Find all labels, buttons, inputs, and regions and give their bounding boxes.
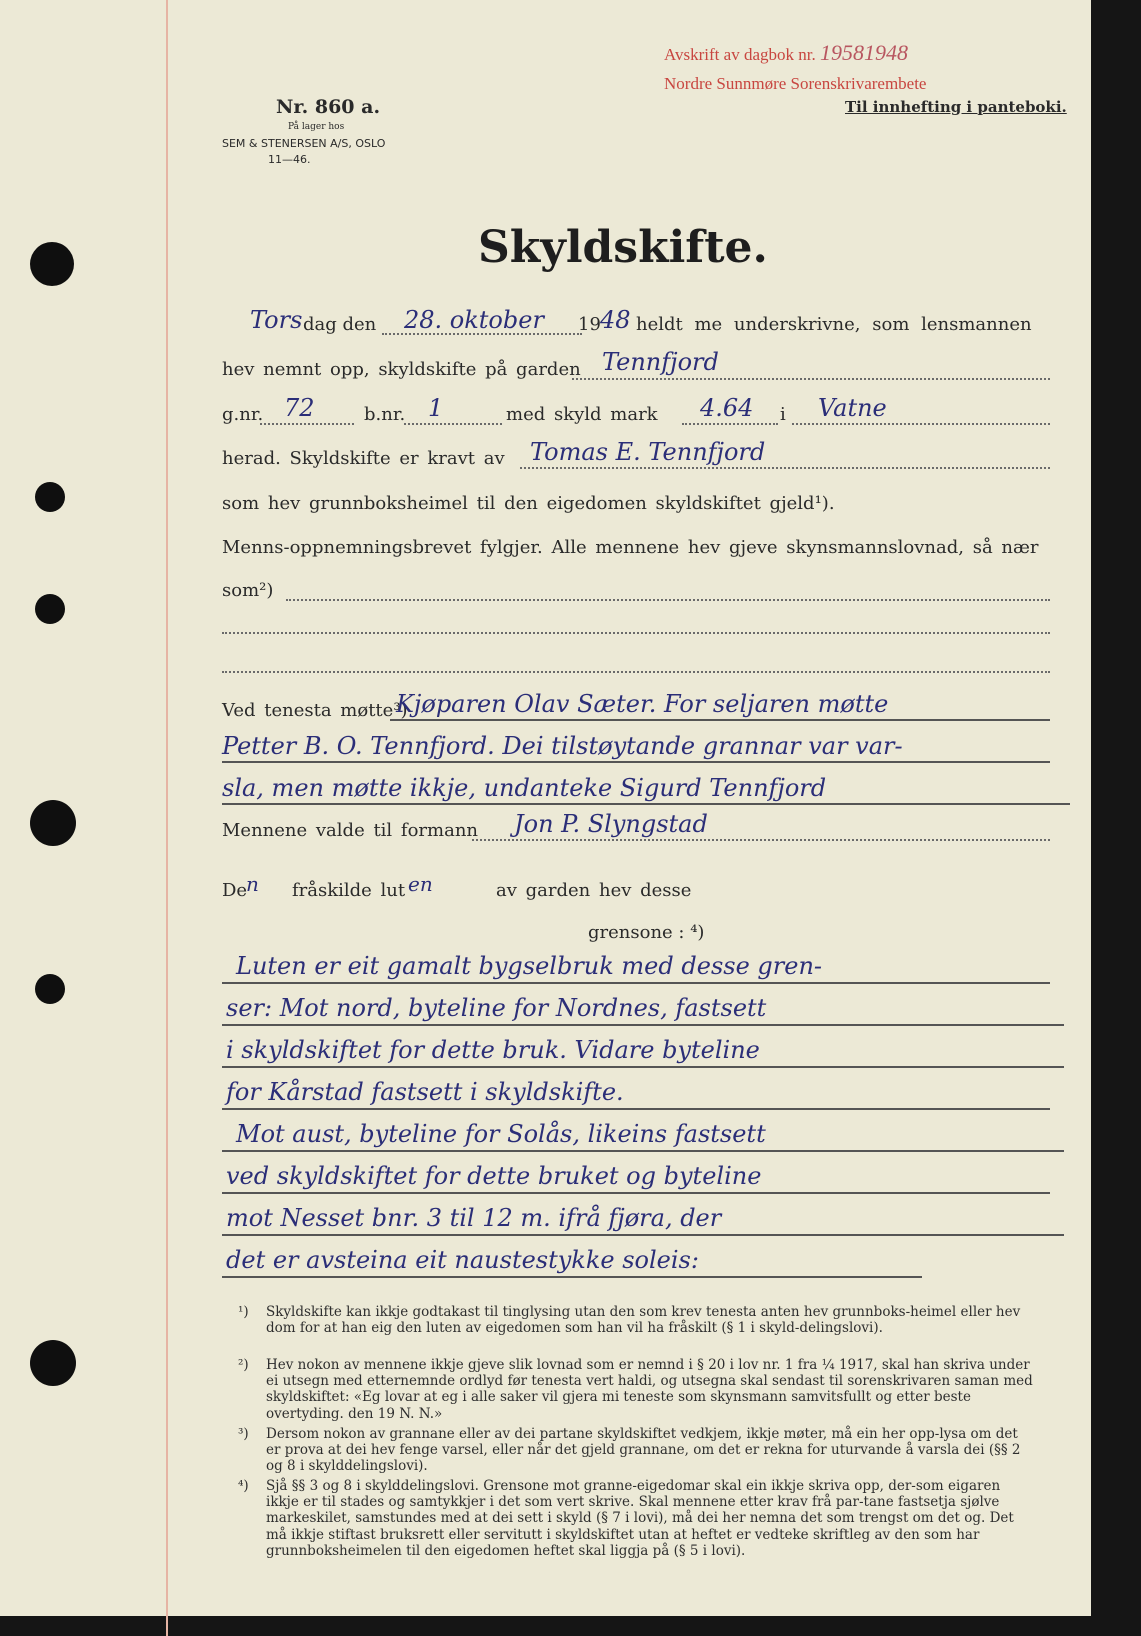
attended-line-1 [390,719,1050,721]
chairman-label: Mennene valde til formann [222,820,478,841]
lot-hand-a: n [246,872,259,896]
boundary-text-line: for Kårstad fastsett i skyldskifte. [226,1078,624,1106]
year-handwritten: 48 [600,306,631,334]
publisher-line-1: På lager hos [288,122,345,132]
footnote-text: Skyldskifte kan ikkje godtakast til tinglysing utan den som krev tenesta anten hev grunnboks-heimel eller hev dom for at han eig den luten av eigedomen som han vil ha fråskilt (§ 1 i skyld-delingslovi). [266,1304,1021,1337]
exceptions-line-3 [222,671,1050,673]
punch-hole [35,594,65,624]
stamp-printed: Avskrift av dagbok nr. [664,45,816,64]
exceptions-line-2 [222,632,1050,634]
farm-label: hev nemnt opp, skyldskifte på garden [222,359,581,380]
chairman-handwritten: Jon P. Slyngstad [514,810,708,838]
gnr-handwritten: 72 [284,394,315,422]
farm-line [572,378,1050,380]
footnote-number: ³) [238,1426,249,1442]
scan-border-bottom [0,1616,1141,1636]
oppnemning-text: Menns-oppnemningsbrevet fylgjer. Alle mennene hev gjeve skynsmannslovnad, så nær [222,537,1039,558]
punch-hole [35,482,65,512]
page-title: Skyldskifte. [478,222,768,273]
footnote-number: ⁴) [238,1478,249,1494]
attended-label: Ved tenesta møtte³) [222,700,408,721]
date-handwritten: 28. oktober [404,306,544,334]
attended-line-3 [222,803,1070,805]
farm-handwritten: Tennfjord [602,348,719,376]
lot-print-c: av garden hev desse [496,880,692,901]
punch-hole [30,800,76,846]
publisher-line-3: 11—46. [268,153,311,166]
gnr-line [260,423,354,425]
weekday-handwritten: Tors [250,306,303,334]
attended-handwritten-2: Petter B. O. Tennfjord. Dei tilstøytande grannar var var- [222,732,903,760]
bnr-label: b.nr. [364,404,406,425]
boundary-line [222,1276,922,1278]
footnote-number: ²) [238,1357,249,1373]
footnote-text: Dersom nokon av grannane eller av dei partane skyldskiftet vedkjem, ikkje møter, må ein her opp-lysa om det er prova at dei hev fenge varsel, eller når det gjeld grannane, om det er rekna for uturvande å varsla dei (§§ 2 og 8 i skylddelingslovi). [266,1426,1021,1475]
exceptions-line-1 [286,599,1050,601]
attended-handwritten-1: Kjøparen Olav Sæter. For seljaren møtte [396,690,889,718]
lot-print-a: De [222,880,248,901]
punch-hole [35,974,65,1004]
lot-print-b: fråskilde lut [292,880,406,901]
herad-line [792,423,1050,425]
footnote-text: Hev nokon av mennene ikkje gjeve slik lovnad som er nemnd i § 20 i lov nr. 1 fra ¼ 1917, skal han skriva under ei utsegn med etternemnde ordlyd før tenesta vert haldi, og utsegna skal sendast til sorenskrivaren saman med skyldskiftet: «Eg lovar at eg i alle saker vil gjera mi teneste som skynsmann samvitsfullt og etter beste overtyding. den 19 N. N.» [266,1357,1033,1422]
boundary-line [222,1234,1064,1236]
boundary-heading: grensone : ⁴) [588,922,705,943]
stamp-handwritten-number: 1958 [819,40,864,65]
skyld-handwritten: 4.64 [700,394,754,422]
boundary-text-line: Mot aust, byteline for Solås, likeins fastsett [236,1120,766,1148]
exceptions-label: som²) [222,580,274,601]
boundary-line [222,1024,1064,1026]
punch-hole [30,1340,76,1386]
boundary-text-line: mot Nesset bnr. 3 til 12 m. ifrå fjøra, der [226,1204,722,1232]
stamp-line-1 [664,40,908,66]
requester-handwritten: Tomas E. Tennfjord [530,438,766,466]
gnr-label: g.nr. [222,404,264,425]
lot-hand-b: en [408,872,433,896]
requester-line [520,467,1050,469]
chairman-line [472,839,1050,841]
herad-handwritten: Vatne [818,394,887,422]
boundary-text-line: ved skyldskiftet for dette bruket og byteline [226,1162,762,1190]
publisher-line-2: SEM & STENERSEN A/S, OSLO [222,137,386,150]
binding-note: Til innhefting i panteboki. [845,98,1067,116]
footnote-text: Sjå §§ 3 og 8 i skylddelingslovi. Grensone mot granne-eigedomar skal ein ikkje skriva opp, der-som eigaren ikkje er til stades og samtykkjer i det som vert skrive. Skal mennene etter krav frå par-tane fastsetja sjølve markeskilet, samstundes med at dei sett i skyld (§ 7 i lovi), må dei her nemna det som trengst om det og. Det må ikkje stiftast bruksrett eller servitutt i skyldskiftet utan at heftet er vedteke skriftleg av den som har grunnboksheimelen til den eigedomen heftet skal liggja på (§ 5 i lovi). [266,1478,1014,1559]
boundary-line [222,1108,1050,1110]
boundary-text-line: i skyldskiftet for dette bruk. Vidare byteline [226,1036,760,1064]
boundary-line [222,1192,1050,1194]
boundary-text-line: ser: Mot nord, byteline for Nordnes, fastsett [226,994,767,1022]
boundary-text-line: Luten er eit gamalt bygselbruk med desse gren- [236,952,823,980]
bnr-line [404,423,502,425]
stamp-year: 1948 [863,40,908,65]
punch-hole [30,242,74,286]
footnote-number: ¹) [238,1304,249,1320]
form-number: Nr. 860 a. [276,96,381,118]
attended-line-2 [222,761,1050,763]
margin-line [166,0,168,1636]
boundary-line [222,1150,1064,1152]
scan-border-right [1091,0,1141,1636]
skyld-line [682,423,778,425]
line1-text: heldt me underskrivne, som lensmannen [636,314,1032,335]
boundary-line [222,982,1050,984]
year-prefix: 19 [578,314,601,335]
skyld-label: med skyld mark [506,404,658,425]
weekday-printed: dag den [303,314,377,335]
requester-label: herad. Skyldskifte er kravt av [222,448,505,469]
i-label: i [780,404,786,425]
heimel-text: som hev grunnboksheimel til den eigedomen skyldskiftet gjeld¹). [222,493,835,514]
boundary-line [222,1066,1064,1068]
attended-handwritten-3: sla, men møtte ikkje, undanteke Sigurd Tennfjord [222,774,827,802]
stamp-line-2: Nordre Sunnmøre Sorenskrivarembete [664,74,927,93]
boundary-text-line: det er avsteina eit naustestykke soleis: [226,1246,699,1274]
bnr-handwritten: 1 [428,394,444,422]
